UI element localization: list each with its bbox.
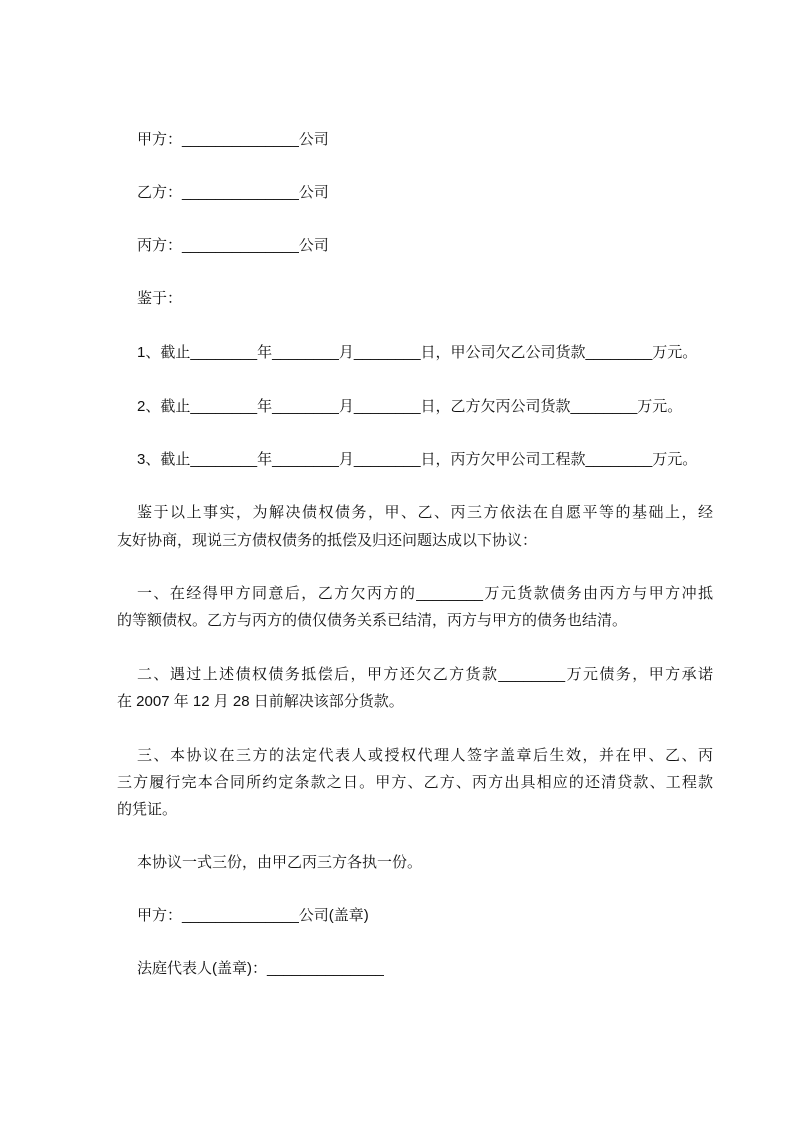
clause-1-line-2: 的等额债权。乙方与丙方的债仅债务关系已结清，丙方与甲方的债务也结清。 (117, 612, 628, 629)
fact-1: 1、截止________年________月________日，甲公司欠乙公司货款________万元。 (137, 344, 698, 361)
clause-1-line-1: 一、在经得甲方同意后，乙方欠丙方的________万元货款债务由丙方与甲方冲抵 (137, 585, 713, 602)
clause-3-line-2: 三方履行完本合同所约定条款之日。甲方、乙方、丙方出具相应的还清贷款、工程款 (117, 774, 713, 791)
fact-3: 3、截止________年________月________日，丙方欠甲公司工程款________万元。 (137, 451, 698, 468)
clause-3-line-3: 的凭证。 (117, 801, 178, 818)
signature-legal-rep: 法庭代表人(盖章)：______________ (137, 960, 384, 977)
clause-3-line-1: 三、本协议在三方的法定代表人或授权代理人签字盖章后生效，并在甲、乙、丙 (137, 747, 713, 764)
whereas-label: 鉴于： (137, 290, 183, 307)
clause-2-line-1: 二、遇过上述债权债务抵偿后，甲方还欠乙方货款________万元债务，甲方承诺 (137, 666, 713, 683)
clause-2-line-2: 在 2007 年 12 月 28 日前解决该部分货款。 (117, 693, 404, 710)
preamble-line-1: 鉴于以上事实，为解决债权债务，甲、乙、丙三方依法在自愿平等的基础上，经 (137, 504, 713, 521)
party-b-line: 乙方：______________公司 (137, 184, 329, 201)
fact-2: 2、截止________年________月________日，乙方欠丙公司货款________万元。 (137, 398, 683, 415)
party-c-line: 丙方：______________公司 (137, 237, 329, 254)
preamble-line-2: 友好协商，现说三方债权债务的抵偿及归还问题达成以下协议： (117, 532, 538, 549)
signature-party-a: 甲方：______________公司(盖章) (137, 907, 369, 924)
party-a-line: 甲方：______________公司 (137, 131, 329, 148)
copies-line: 本协议一式三份，由甲乙丙三方各执一份。 (137, 854, 423, 871)
